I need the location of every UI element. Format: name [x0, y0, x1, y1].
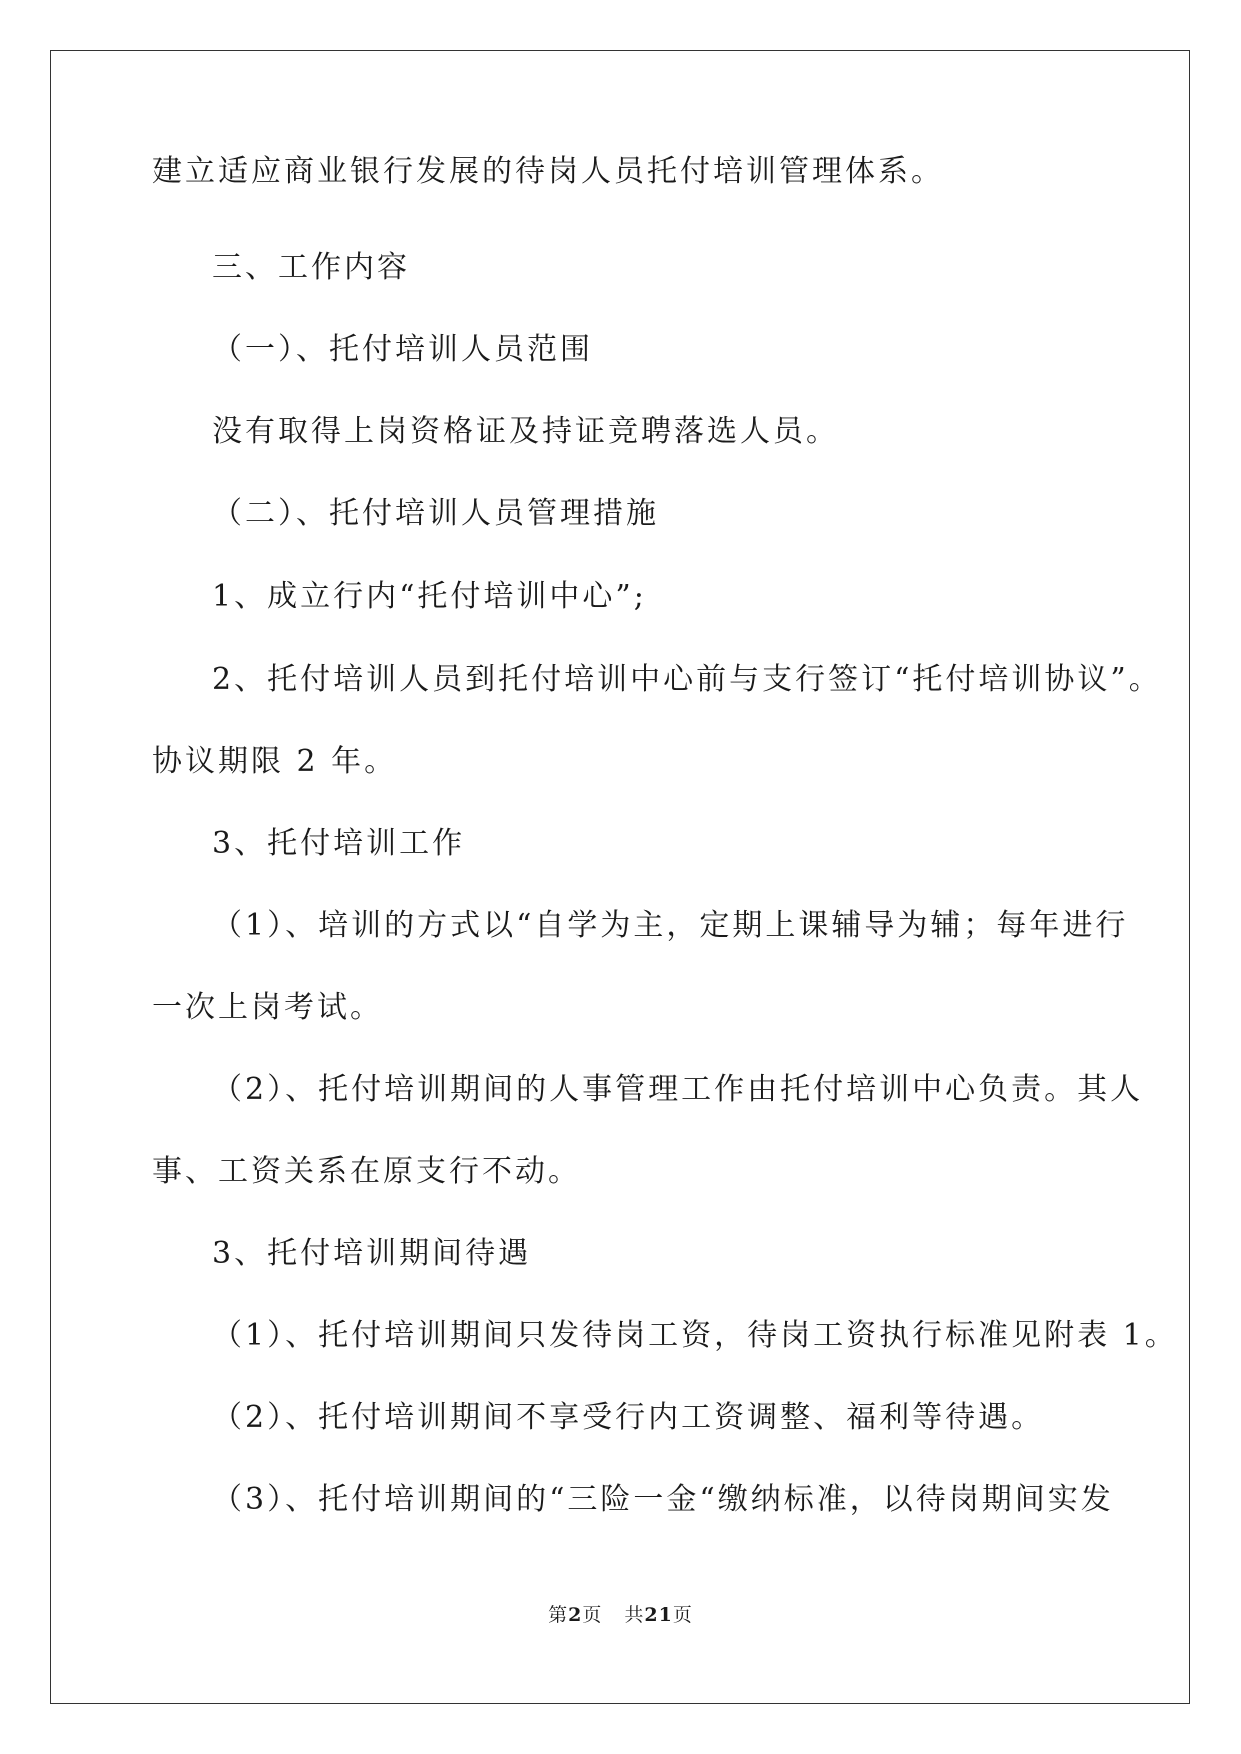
list-item-2: 2、托付培训人员到托付培训中心前与支行签订“托付培训协议”。	[212, 662, 1162, 697]
section-heading-work-content: 三、工作内容	[212, 250, 410, 285]
paragraph-line-4: 没有取得上岗资格证及持证竞聘落选人员。	[212, 414, 839, 449]
treatment-item-1: （1）、托付培训期间只发待岗工资，待岗工资执行标准见附表 1。	[212, 1318, 1178, 1353]
treatment-item-3: （3）、托付培训期间的“三险一金“缴纳标准，以待岗期间实发	[212, 1482, 1114, 1517]
total-prefix: 共	[624, 1604, 645, 1626]
subheading-measures: （二）、托付培训人员管理措施	[212, 496, 659, 531]
list-item-1: 1、成立行内“托付培训中心”;	[212, 579, 647, 614]
sub-item-2: （2）、托付培训期间的人事管理工作由托付培训中心负责。其人	[212, 1072, 1144, 1107]
subheading-scope: （一）、托付培训人员范围	[212, 332, 593, 367]
page-border	[50, 50, 1190, 1704]
page-footer	[0, 1603, 1241, 1627]
list-item-3-treatment: 3、托付培训期间待遇	[212, 1236, 532, 1271]
page-suffix: 页	[582, 1604, 603, 1626]
page-prefix: 第	[548, 1604, 569, 1626]
sub-item-2-continued: 事、工资关系在原支行不动。	[152, 1154, 581, 1189]
page-total-number: 21	[644, 1604, 673, 1626]
page-current-number: 2	[568, 1604, 583, 1626]
sub-item-1-continued: 一次上岗考试。	[152, 990, 383, 1025]
list-item-3-training: 3、托付培训工作	[212, 826, 466, 861]
total-suffix: 页	[672, 1604, 693, 1626]
paragraph-line-1: 建立适应商业银行发展的待岗人员托付培训管理体系。	[152, 154, 944, 189]
list-item-2-continued: 协议期限 2 年。	[152, 744, 398, 779]
sub-item-1: （1）、培训的方式以“自学为主，定期上课辅导为辅；每年进行	[212, 908, 1129, 943]
treatment-item-2: （2）、托付培训期间不享受行内工资调整、福利等待遇。	[212, 1400, 1045, 1435]
